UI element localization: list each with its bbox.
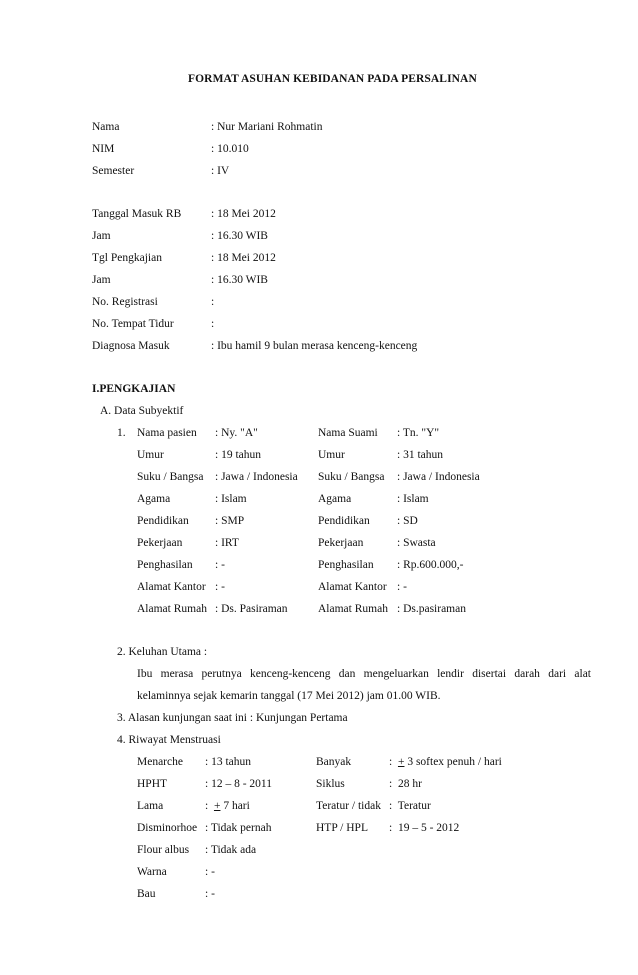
menstruation-value: : Tidak pernah (205, 822, 272, 834)
patient-row-label: Alamat Kantor (137, 581, 206, 593)
patient-row-label: Penghasilan (137, 559, 193, 571)
husband-row-label: Suku / Bangsa (318, 471, 385, 483)
menstruation-label: Teratur / tidak (316, 800, 381, 812)
husband-row-value: : SD (397, 515, 418, 527)
husband-row-value: : Islam (397, 493, 429, 505)
husband-row-label: Alamat Kantor (318, 581, 387, 593)
menstruation-value: : Tidak ada (205, 844, 257, 856)
menstruation-label: HTP / HPL (316, 822, 368, 834)
label-nim: NIM (92, 143, 115, 155)
patient-row-value: : SMP (215, 515, 245, 527)
keluhan-utama-text-line-2: kelaminnya sejak kemarin tanggal (17 Mei 2012) jam 01.00 WIB. (137, 690, 441, 702)
menstruation-value: : 19 – 5 - 2012 (389, 822, 460, 834)
menstruation-label: Menarche (137, 756, 183, 768)
husband-row-value: : 31 tahun (397, 449, 443, 461)
section-pengkajian-heading: I.PENGKAJIAN (92, 383, 176, 395)
value-tgl-pengkajian: : 18 Mei 2012 (211, 252, 276, 264)
label-jam-masuk: Jam (92, 230, 111, 242)
menstruation-label: Siklus (316, 778, 345, 790)
husband-row-label: Nama Suami (318, 427, 378, 439)
husband-row-label: Pendidikan (318, 515, 370, 527)
patient-row-value: : - (215, 559, 225, 571)
menstruation-label: Lama (137, 800, 164, 812)
value-no-registrasi: : (211, 296, 215, 308)
label-tgl-pengkajian: Tgl Pengkajian (92, 252, 162, 264)
menstruation-label: Flour albus (137, 844, 190, 856)
husband-row-value: : Jawa / Indonesia (397, 471, 480, 483)
menstruation-value: : + 7 hari (205, 800, 250, 812)
menstruation-value: : - (205, 866, 215, 878)
menstruation-value: : 12 – 8 - 2011 (205, 778, 272, 790)
label-tanggal-masuk: Tanggal Masuk RB (92, 208, 182, 220)
husband-row-value: : Swasta (397, 537, 436, 549)
patient-row-label: Umur (137, 449, 164, 461)
patient-row-label: Pendidikan (137, 515, 189, 527)
patient-row-label: Suku / Bangsa (137, 471, 204, 483)
menstruation-label: Bau (137, 888, 156, 900)
item-1-number: 1. (117, 427, 126, 439)
husband-row-label: Alamat Rumah (318, 603, 388, 615)
value-semester: : IV (211, 165, 230, 177)
value-diagnosa-masuk: : Ibu hamil 9 bulan merasa kenceng-kenceng (211, 340, 418, 352)
husband-row-label: Pekerjaan (318, 537, 364, 549)
document-title: FORMAT ASUHAN KEBIDANAN PADA PERSALINAN (188, 73, 477, 85)
value-nim: : 10.010 (211, 143, 249, 155)
label-jam-pengkajian: Jam (92, 274, 111, 286)
husband-row-label: Agama (318, 493, 352, 505)
husband-row-value: : Ds.pasiraman (397, 603, 466, 615)
item-3-alasan-kunjungan: 3. Alasan kunjungan saat ini : Kunjungan Pertama (117, 712, 348, 724)
menstruation-value: : 13 tahun (205, 756, 251, 768)
value-no-tempat-tidur: : (211, 318, 215, 330)
value-jam-masuk: : 16.30 WIB (211, 230, 268, 242)
item-4-riwayat-menstruasi: 4. Riwayat Menstruasi (117, 734, 221, 746)
patient-row-label: Agama (137, 493, 171, 505)
patient-row-value: : Ds. Pasiraman (215, 603, 288, 615)
menstruation-value: : + 3 softex penuh / hari (389, 756, 502, 768)
menstruation-label: Banyak (316, 756, 352, 768)
patient-row-label: Nama pasien (137, 427, 197, 439)
patient-row-value: : 19 tahun (215, 449, 261, 461)
menstruation-label: Disminorhoe (137, 822, 198, 834)
label-nama: Nama (92, 121, 120, 133)
subsection-data-subyektif: A. Data Subyektif (100, 405, 184, 417)
value-jam-pengkajian: : 16.30 WIB (211, 274, 268, 286)
patient-row-value: : IRT (215, 537, 239, 549)
menstruation-value: : 28 hr (389, 778, 422, 790)
husband-row-label: Penghasilan (318, 559, 374, 571)
label-no-registrasi: No. Registrasi (92, 296, 158, 308)
husband-row-value: : Tn. "Y" (397, 427, 440, 439)
menstruation-value: : Teratur (389, 800, 431, 812)
item-2-keluhan-utama: 2. Keluhan Utama : (117, 646, 208, 658)
value-nama: : Nur Mariani Rohmatin (211, 121, 323, 133)
menstruation-label: Warna (137, 866, 167, 878)
patient-row-value: : Jawa / Indonesia (215, 471, 298, 483)
husband-row-value: : Rp.600.000,- (397, 559, 464, 571)
label-semester: Semester (92, 165, 135, 177)
value-tanggal-masuk: : 18 Mei 2012 (211, 208, 276, 220)
menstruation-value: : - (205, 888, 215, 900)
patient-row-label: Pekerjaan (137, 537, 183, 549)
menstruation-label: HPHT (137, 778, 168, 790)
patient-row-label: Alamat Rumah (137, 603, 207, 615)
label-no-tempat-tidur: No. Tempat Tidur (92, 318, 174, 330)
keluhan-utama-text-line-1: Ibu merasa perutnya kenceng-kenceng dan mengeluarkan lendir disertai darah dari alat (137, 668, 591, 680)
patient-row-value: : Islam (215, 493, 247, 505)
husband-row-label: Umur (318, 449, 345, 461)
patient-row-value: : Ny. "A" (215, 427, 258, 439)
husband-row-value: : - (397, 581, 407, 593)
label-diagnosa-masuk: Diagnosa Masuk (92, 340, 170, 352)
patient-row-value: : - (215, 581, 225, 593)
